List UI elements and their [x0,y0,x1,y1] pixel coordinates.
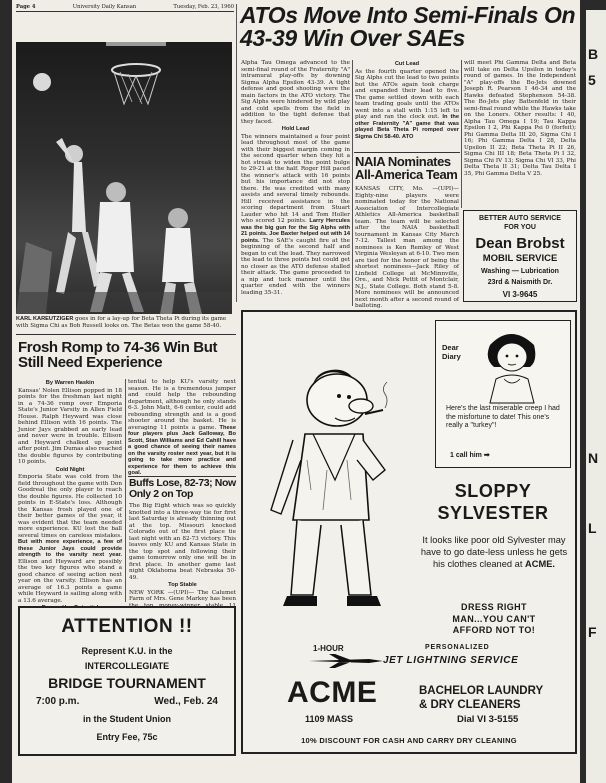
buffs-text: The Big Eight which was so quickly knotted into a three-way tie for first last Saturday is already thinning out at the top. Missouri knocked Colorado out of the first place tie last night with an 82-73 victory. This leaves only KU and Kansas State in the top spot and following their game tomorrow only one will be in first place. In another game last night Oklahoma beat Nebraska 50-49. [129,503,236,581]
arrow-right-icon: ➡ [483,452,490,459]
acme-laundry-ad [241,310,577,754]
column-rule [236,4,237,302]
attention-place: in the Student Union [83,714,171,724]
sloppy-sylvester-title: SLOPPY SYLVESTER [437,481,549,523]
diary-text: Here's the last miserable creep I had the misfortune to date! This one's really a "turkey"! [446,405,560,429]
caption-name: KARL KAREUTZIGER [16,316,74,322]
frosh-col1b-text: Emporia State was cold from the field throughout the game with Don Goodreal the only player to reach the double figures. He collected 10 points in E-State's loss. Although the Kansas frosh played one of their better games of the year, it was evident that the team needed more experience. KU lost the ball several times on careless mistakes. [18,474,122,539]
attention-fee: Entry Fee, 75c [96,732,158,742]
dean-ad-name: Dean Brobst [475,235,565,252]
attention-title: ATTENTION !! [61,616,193,637]
page-header [16,4,234,12]
sylvester-cartoon [257,360,407,620]
dean-ad-phone: VI 3-9645 [502,290,538,299]
attention-time: 7:00 p.m. [36,696,80,707]
section-rule [16,334,236,335]
ato-col3b-text: Other results: I 40, Alpha Tau Omega I 19; Tau Kappa Epsilon I 2, Phi Kappa Psi 0 (forfeit); Phi Gamma Delta III 20, Sigma Chi I 16; Phi Gamma Delta I 28, Delta Upsilon II 22; Beta Theta Pi II 26, Sigma Chi III 18; Beta Theta Pi I 32, Sigma Chi IV 13; Sigma Chi VI 33, Phi Delta Theta II 31; Delta Tau Delta I 35, Phi Gamma Delta V 25. [464,112,576,177]
ato-subhead-hold-lead: Hold Lead [281,126,310,132]
buffs-headline: Buffs Lose, 82-73; Now Only 2 on Top [129,477,236,500]
diary-tag [450,451,490,459]
frosh-story-col2 [128,379,236,475]
basketball-photo [16,42,232,314]
ato-story-col2 [355,60,459,150]
frosh-byline: By Warren Haskin [45,380,95,386]
acme-discount: 10% DISCOUNT FOR CASH AND CARRY DRY CLEANING [301,736,517,745]
acme-body [419,534,569,570]
acme-dial: Dial VI 3-5155 [457,714,519,725]
frosh-story-col1 [18,379,122,602]
sloppy-headline-block [413,480,573,524]
buffs-story [129,503,236,603]
ato-col1c-text: Larry Hercules was the big gun for the Sig Alphs with 21 points. Joe Baxter helped out with 14 points. [241,218,350,244]
attention-line1: Represent K.U. in the [81,646,173,656]
attention-bridge-title: BRIDGE TOURNAMENT [48,675,206,691]
dean-brobst-ad [463,210,577,302]
adjacent-page-edge [586,10,606,783]
ato-col2b-text: In the other Fraternity "A" game that was played Beta Theta Pi romped over Sigma Chi 58-40. ATO [355,114,459,140]
woman-cartoon [476,327,546,403]
naia-text: KANSAS CITY, Mo. —(UPI)— Eighty-nine players were nominated today for the National Association of Intercollegiate Athletics All-America basketball team. The team will be selected after the NAIA basketball tournament in Kansas City March 7-12. Tallest man among the nominees is Ken Remley of West Virginia Wesleyan at 6-10. Two men are tied for the honor of being the shortest nominees—Jack Riley of Linfield College at McMinnville, Ore., and Nick Pettit of Montclair, N.J., State College. Both stand 5-8. More nominees will be announced next month after a second round of balloting. [355,186,459,309]
attention-bridge-ad [18,606,236,756]
attention-date: Wed., Feb. 24 [154,696,218,707]
dress-line1: DRESS RIGHT [461,602,527,612]
edge-letter-2: 5 [588,72,596,88]
jet-lightning-service: JET LIGHTNING SERVICE [383,655,519,666]
caption-text: goes in for a lay-up for Beta Theta Pi during its game with Sigma Chi as Bob Russell looks on. The Betas won the game 58-40. [16,316,227,329]
acme-1hour: 1-HOUR [313,644,344,653]
dean-ad-address: 23rd & Naismith Dr. [487,279,553,286]
acme-dry-cleaners: & DRY CLEANERS [419,699,521,711]
buffs-subhead-top-stable: Top Stable [168,582,197,588]
ato-col1-text: Alpha Tau Omega advanced to the semi-final round of the Fraternity "A" intramural play-offs by downing Sigma Alpha Epsilon 43-39. A tight defense and good shooting were the main factors in the ATO victory. The Sig Alphs were hindered by wild play and cold spells from the field in addition to the tight defense that they faced. [241,60,350,125]
naia-story [355,186,459,309]
acme-logo-text: ACME [287,676,378,709]
edge-letter-4: L [588,520,597,536]
diary-title: Dear Diary [442,343,461,361]
column-rule [352,60,353,306]
frosh-subhead-cold-night: Cold Night [55,466,85,473]
frosh-headline: Frosh Romp to 74-36 Win But Still Need Experience [18,339,218,372]
column-rule [125,379,126,602]
diary-tag-text: 1 call him [450,452,482,459]
acme-bachelor: BACHELOR LAUNDRY [419,685,544,697]
ato-col2-text: As the fourth quarter opened the Sig Alphs cut the lead to two points but the ATOs again took charge and expanded their lead to five. The game settled down with each team trading goals until the ATOs went into a stall with 1:15 left to play and ran the clock out. [355,68,459,120]
buffs-text2: NEW YORK —(UPI)— The Calumet Farm of Mrs. Gene Markey has been [129,589,236,602]
ato-subhead-cut-lead: Cut Lead [394,61,420,67]
acme-body-name: ACME. [525,559,555,569]
dean-ad-line1: BETTER AUTO SERVICE [479,215,561,222]
acme-names [419,684,543,712]
page-date: Tuesday, Feb. 23, 1960 [173,4,234,10]
ato-story-col1 [241,60,350,306]
section-rule [354,152,460,153]
dress-line3: AFFORD NOT TO! [452,625,536,635]
dress-line2: MAN...YOU CAN'T [452,613,536,624]
attention-line2: INTERCOLLEGIATE [84,661,170,671]
paper-name: University Daily Kansan [72,4,137,10]
ato-col3-text: will meet Phi Gamma Delta and Beta will take on Delta Upsilon in today's round of games. In the Independent "A" play-offs the Bo-Jets downed Joseph R. Pearson I 46-34 and the Hawks defeated Stephenson 54-38. The Bo-Jets play Battenfeld in their semi-final round while the Hawks take on the Loners. [464,60,576,118]
acme-personalized: PERSONALIZED [425,644,490,651]
frosh-col2-text: tential to help KU's varsity next season. He is a tremendous jumper and could help the rebounding department, although he only stands 6-3. John Matt, 6-6 center, could add rebounding strength and is a good shooter around the basket. He is averaging 11 points a game. [128,379,236,431]
dean-ad-line2: FOR YOU [504,224,536,231]
frosh-col2b-text: These four players plus Jack Galloway, Bo Scott, Stan Williams and Ed Cahill have a good chance of seeing their names on the varsity roster next year, but it is going to take more practice and experience for them to achieve this goal. [128,424,236,476]
page-label: Page 4 [16,4,36,10]
acme-address: 1109 MASS [305,714,354,724]
dress-right-block [419,602,569,637]
frosh-col1c-text: But with more experience, a few of these Junior Jays could provide strength to the varsity next year. [18,539,122,558]
frosh-col1d-text: Ellison and Heyward are possibly the two key figures who stand a good chance of seeing action next year on the varsity. Ellison has an average of 16.3 points a game while Heyward is sailing along with a 13.6 average. [18,558,122,604]
newspaper-page [12,0,580,783]
edge-letter-3: N [588,450,599,466]
ato-col1b-text: The winners maintained a four point lead throughout most of the game with their biggest margin coming in the second quarter when they hit a hot streak to widen the point bulge to 29-21 at the half. Roger Hill paced the winner's attack with 16 points but his importance did not stop there. He was credited with many assists and several timely rebounds. Hill received assistance in the scoring department from Stuart Lauder who hit 14 and Tom Holler who scored 12 points. [241,133,350,224]
acme-body-text: It looks like poor old Sylvester may have to go date-less unless he gets his clothes cleaned at [420,535,568,569]
ato-story-col3 [464,60,576,208]
photo-caption [16,316,234,330]
frosh-col1-text: Kansas' Nolen Ellison popped in 18 points for the freshman last night in a 74-36 romp over Emporia State's Junior Varsity in Allen Field House. Ralph Heyward was close behind Ellison with 16 points. The Junior Jays grabbed an early lead and never were in trouble. Ellison and Heyward chalked up point after point. Jim Dumas also reached the double figures by contributing 10 points. [18,387,122,465]
dean-ad-services: Washing — Lubrication [481,268,559,275]
naia-headline: NAIA Nominates All-America Team [355,154,458,183]
edge-letter-1: B [588,46,599,62]
dean-ad-mobil: MOBIL SERVICE [482,253,558,264]
jet-plane-icon [309,654,383,668]
edge-letter-5: F [588,624,597,640]
column-rule [461,60,462,208]
dear-diary-box [435,320,571,468]
ato-headline: ATOs Move Into Semi-Finals On 43-39 Win Over SAEs [240,2,576,52]
ato-col1d-text: The SAE's caught fire at the beginning of the second half and began to cut the lead. They narrowed the lead to three points but could get no closer as the ATO defense stalled their attack. The game proceeded to a nip and tuck manner until the quarter ended with the winners leading 35-31. [241,237,351,296]
